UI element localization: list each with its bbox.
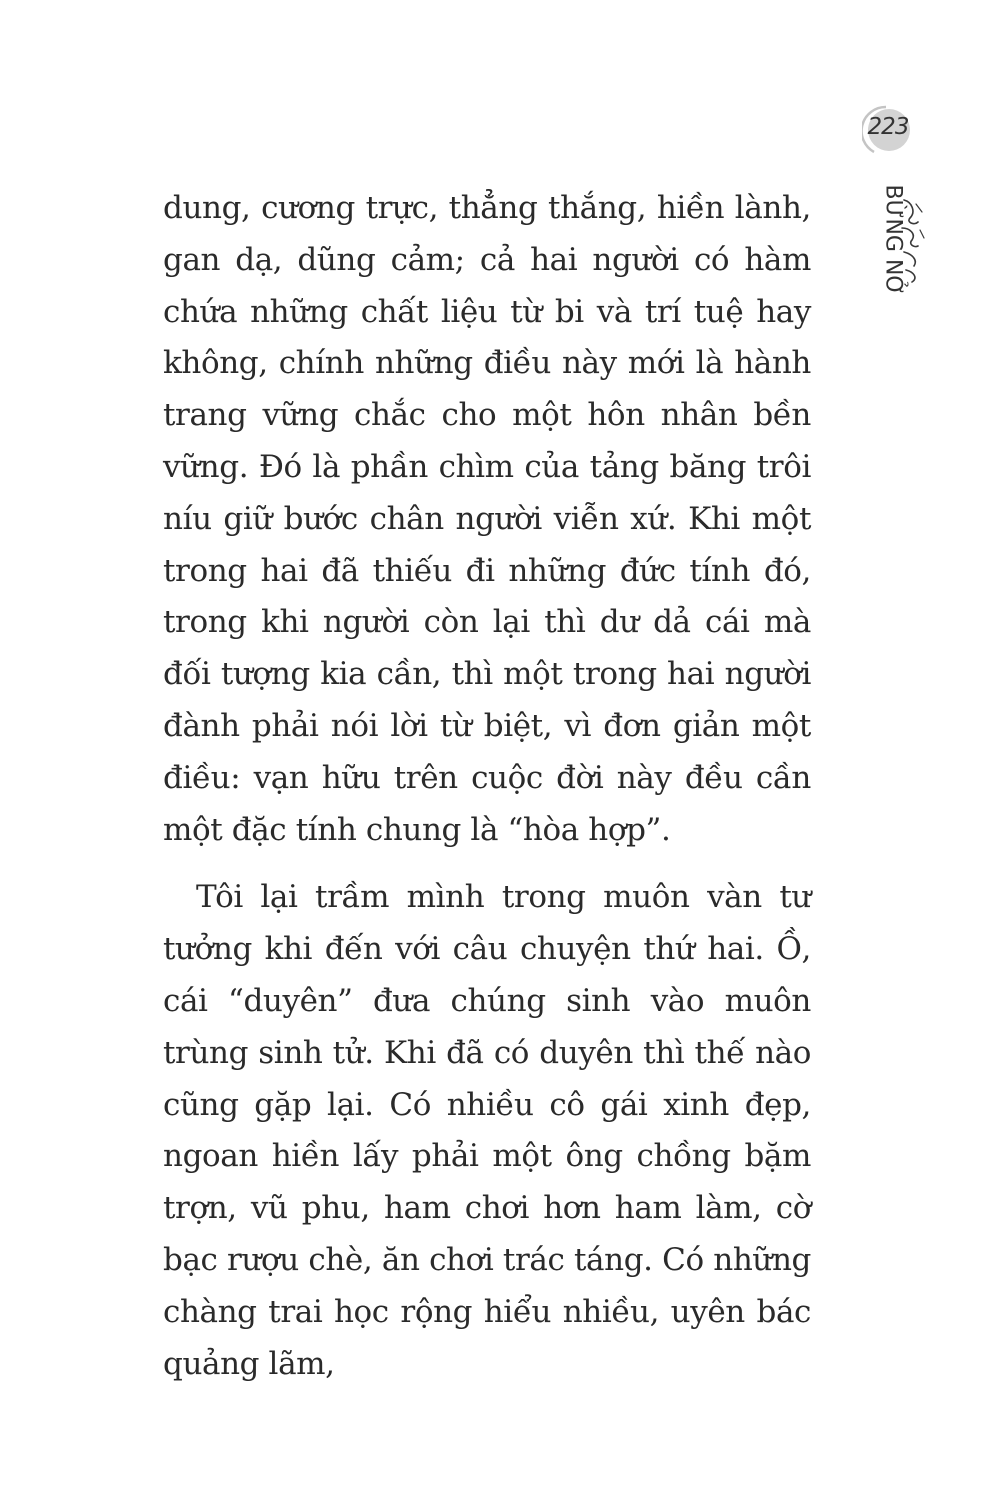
body-text [163, 183, 811, 1390]
paragraph-1: dung, cương trực, thẳng thắng, hiền lành, gan dạ, dũng cảm; cả hai người có hàm chứa những chất liệu từ bi và trí tuệ hay không, chính những điều này mới là hành trang vững chắc cho một hôn nhân bền vững. Đó là phần chìm của tảng băng trôi níu giữ bước chân người viễn xứ. Khi một trong hai đã thiếu đi những đức tính đó, trong khi người còn lại thì dư dả cái mà đối tượng kia cần, thì một trong hai người đành phải nói lời từ biệt, vì đơn giản một điều: vạn hữu trên cuộc đời này đều cần một đặc tính chung là “hòa hợp”. [163, 190, 811, 848]
running-head [856, 182, 936, 312]
paragraph-2: Tôi lại trầm mình trong muôn vàn tư tưởng khi đến với câu chuyện thứ hai. Ồ, cái “duyên” đưa chúng sinh vào muôn trùng sinh tử. Khi đã có duyên thì thế nào cũng gặp lại. Có nhiều cô gái xinh đẹp, ngoan hiền lấy phải một ông chồng bặm trợn, vũ phu, ham chơi hơn ham làm, cờ bạc rượu chè, ăn chơi trác táng. Có những chàng trai học rộng hiểu nhiều, uyên bác quảng lãm, [163, 879, 811, 1382]
running-head-title: BỪNG NỞ [880, 184, 906, 296]
page-number: 223 [867, 114, 909, 140]
page-number-badge [862, 104, 914, 156]
